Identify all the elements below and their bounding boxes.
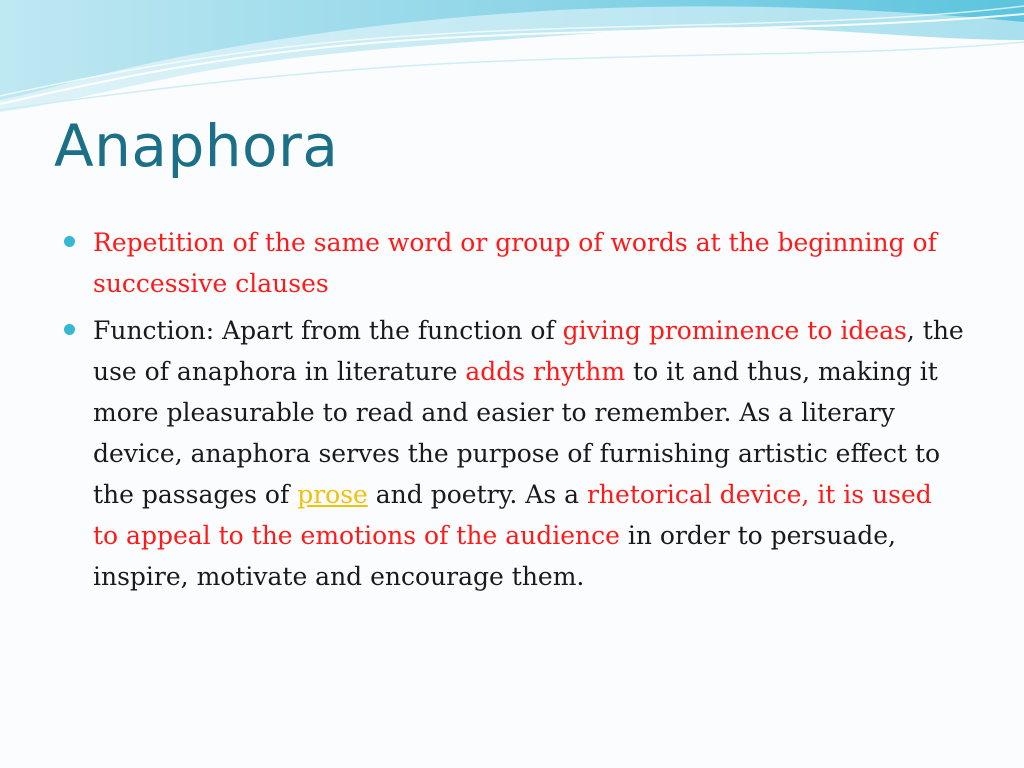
function-text-2: , the use of anaphora in literature [93,316,964,386]
bullet-definition [64,222,964,304]
slide-title: Anaphora [54,112,339,180]
circle-bullet-icon [64,236,75,247]
function-text-1: Function: Apart from the function of [93,316,563,345]
definition-text: Repetition of the same word or group of words at the beginning of successive clauses [93,228,937,298]
function-text-5: in order to persuade, inspire, motivate and encourage them. [93,521,896,591]
emphasis-prominence: giving prominence to ideas [562,316,907,345]
header-wave-decoration [0,0,1024,120]
emphasis-rhythm: adds rhythm [465,357,626,386]
function-text-4: and poetry. As a [367,480,587,509]
function-text-3: to it and thus, making it more pleasurable to read and easier to remember. As a literary device, anaphora serves the purpose of furnishing artistic effect to the passages of [93,357,941,509]
bullet-list [64,222,964,603]
bullet-function [64,310,964,597]
prose-link[interactable]: prose [297,480,368,509]
circle-bullet-icon [64,324,75,335]
emphasis-rhetorical: rhetorical device, it is used to appeal to the emotions of the audience [93,480,932,550]
